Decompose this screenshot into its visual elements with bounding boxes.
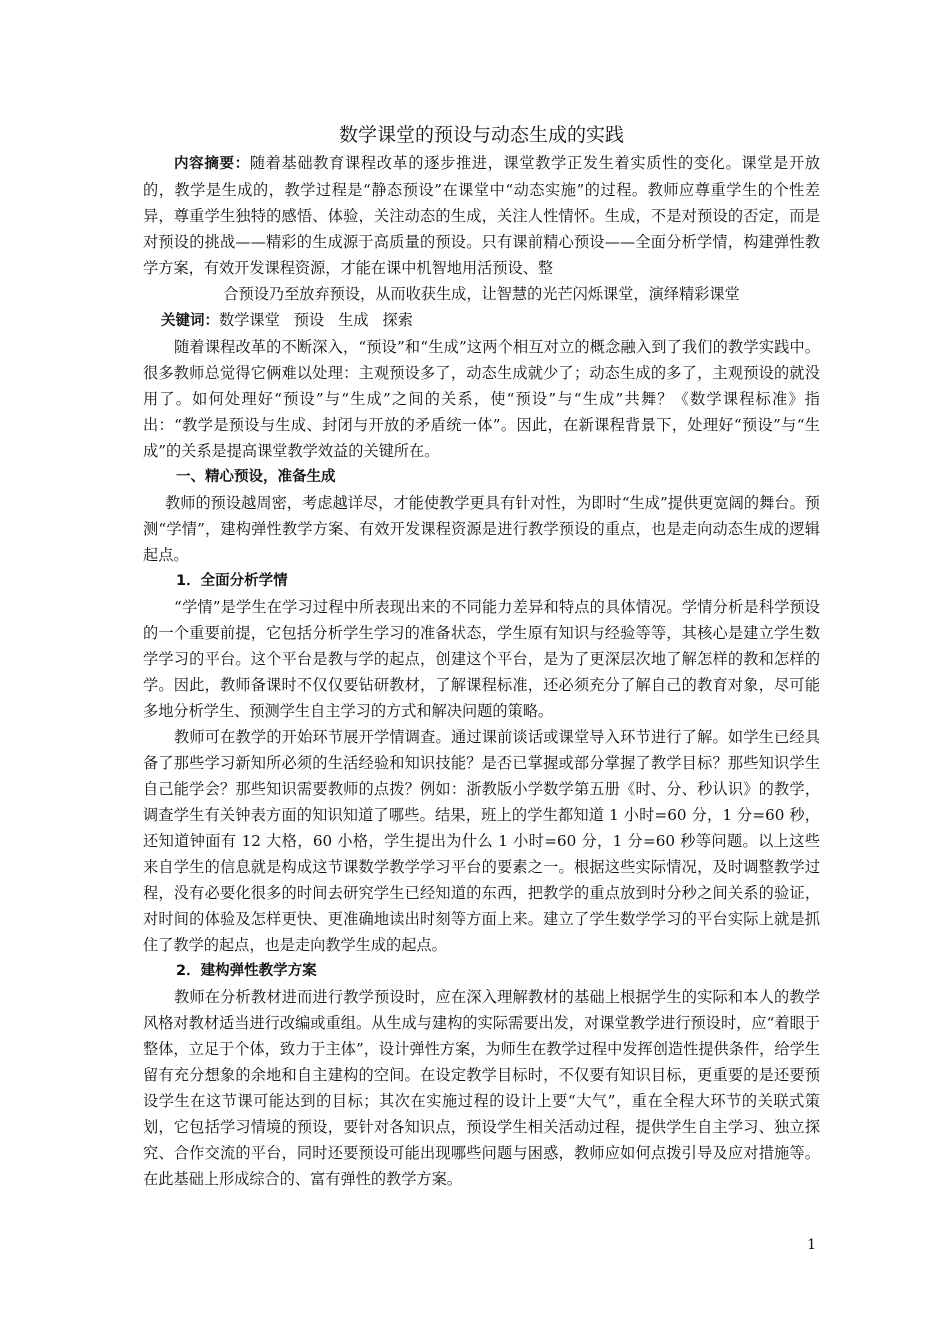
section-heading-1: 一、精心预设，准备生成 — [176, 469, 336, 485]
subsection-heading-2: 2．建构弹性教学方案 — [176, 963, 317, 979]
section-1-paragraph: 教师的预设越周密，考虑越详尽，才能使教学更具有针对性，为即时“生成”提供更宽阔的舞台。预测“学情”，建构弹性教学方案、有效开发课程资源是进行教学预设的重点，也是走向动态生成的逻辑起点。 — [143, 494, 820, 564]
keyword: 预设 — [293, 311, 325, 329]
keyword: 生成 — [338, 311, 369, 329]
abstract-tail: 合预设乃至放弃预设，从而收获生成，让智慧的光芒闪烁课堂，演绎精彩课堂 — [223, 285, 740, 303]
keywords-line — [143, 307, 820, 334]
subsection-heading-1: 1．全面分析学情 — [176, 573, 288, 589]
subsection-1-paragraph-1: “学情”是学生在学习过程中所表现出来的不同能力差异和特点的具体情况。学情分析是科学预设的一个重要前提，它包括分析学生学习的准备状态，学生原有知识与经验等等，其核心是建立学生数学学习的平台。这个平台是教与学的起点，创建这个平台，是为了更深层次地了解怎样的教和怎样的学。因此，教师备课时不仅仅要钻研教材，了解课程标准，还必须充分了解自己的教育对象，尽可能多地分析学生、预测学生自主学习的方式和解决问题的策略。 — [143, 598, 820, 720]
subsection-1-paragraph-2: 教师可在教学的开始环节展开学情调查。通过课前谈话或课堂导入环节进行了解。如学生已经具备了那些学习新知所必须的生活经验和知识技能？是否已掌握或部分掌握了教学目标？那些知识学生自己能学会？那些知识需要教师的点拨？例如：浙教版小学数学第五册《时、分、秒认识》的教学，调查学生有关钟表方面的知识知道了哪些。结果，班上的学生都知道 1 小时=60 分，1 分=60 秒，还知道钟面有 12 大格，60 小格，学生提出为什么 1 小时=60 分，1 分=60 秒等问题。以上这些来自学生的信息就是构成这节课数学教学学习平台的要素之一。根据这些实际情况，及时调整教学过程，没有必要化很多的时间去研究学生已经知道的东西，把教学的重点放到时分秒之间关系的验证，对时间的体验及怎样更快、更准确地读出时刻等方面上来。建立了学生数学学习的平台实际上就是抓住了教学的起点，也是走向教学生成的起点。 — [143, 728, 820, 954]
abstract-label: 内容摘要： — [174, 156, 250, 172]
abstract-text: 随着基础教育课程改革的逐步推进，课堂教学正发生着实质性的变化。课堂是开放的，教学是生成的，教学过程是“静态预设”在课堂中“动态实施”的过程。教师应尊重学生的个性差异，尊重学生独特的感悟、体验，关注动态的生成，关注人性情怀。生成，不是对预设的否定，而是对预设的挑战——精彩的生成源于高质量的预设。只有课前精心预设——全面分析学情，构建弹性教学方案，有效开发课程资源，才能在课中机智地用活预设、整 — [143, 154, 820, 277]
subsection-2-paragraph-1: 教师在分析教材进而进行教学预设时，应在深入理解教材的基础上根据学生的实际和本人的教学风格对教材适当进行改编或重组。从生成与建构的实际需要出发，对课堂教学进行预设时，应“着眼于整体，立足于个体，致力于主体”，设计弹性方案，为师生在教学过程中发挥创造性提供条件，给学生留有充分想象的余地和自主建构的空间。在设定教学目标时，不仅要有知识目标，更重要的是还要预设学生在这节课可能达到的目标；其次在实施过程的设计上要“大气”，重在全程大环节的关联式策划，它包括学习情境的预设，要针对各知识点，预设学生相关活动过程，提供学生自主学习、独立探究、合作交流的平台，同时还要预设可能出现哪些问题与困惑，教师应如何点拨引导及应对措施等。在此基础上形成综合的、富有弹性的教学方案。 — [143, 988, 820, 1188]
intro-paragraph: 随着课程改革的不断深入，“预设”和“生成”这两个相互对立的概念融入到了我们的教学实践中。很多教师总觉得它俩难以处理：主观预设多了，动态生成就少了；动态生成的多了，主观预设的就没用了。如何处理好“预设”与“生成”之间的关系，使“预设”与“生成”共舞？《数学课程标准》指出：“教学是预设与生成、封闭与开放的矛盾统一体”。因此，在新课程背景下，处理好“预设”与“生成”的关系是提高课堂教学效益的关键所在。 — [143, 338, 820, 460]
document-body — [143, 122, 820, 1192]
page-number: 1 — [807, 1237, 816, 1253]
document-title: 数学课堂的预设与动态生成的实践 — [338, 124, 624, 146]
keyword: 数学课堂 — [219, 311, 280, 329]
abstract-paragraph — [143, 150, 820, 281]
keywords-label: 关键词： — [161, 313, 219, 329]
keyword: 探索 — [382, 311, 413, 329]
